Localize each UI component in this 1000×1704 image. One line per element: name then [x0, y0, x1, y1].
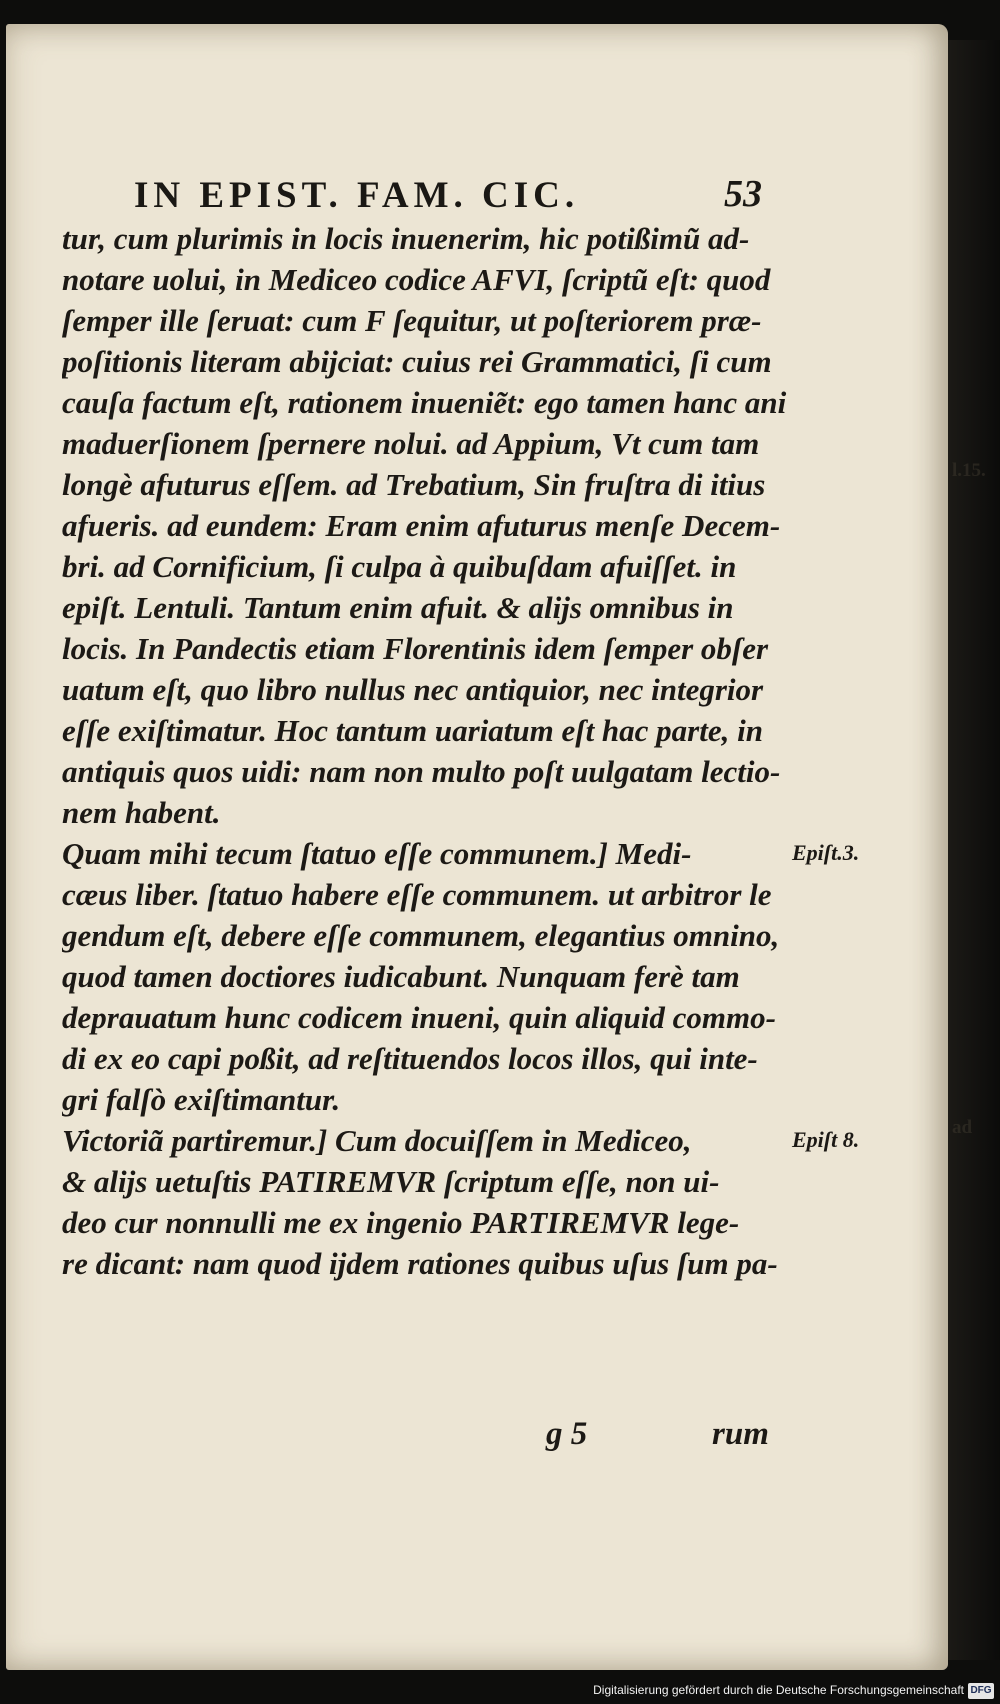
text-line: cauſa factum eſt, rationem inueniẽt: ego tamen hanc ani — [62, 385, 787, 420]
text-line: maduerſionem ſpernere nolui. ad Appium, Vt cum tam — [62, 426, 760, 461]
text-line: longè afuturus eſſem. ad Trebatium, Sin fruſtra di itius — [62, 467, 766, 502]
marginal-note: Epiſt.3. — [792, 840, 860, 865]
text-line: gendum eſt, debere eſſe communem, elegantius omnino, — [62, 918, 780, 953]
facing-page-edge — [944, 40, 1000, 1660]
text-line: di ex eo capi poßit, ad reſtituendos locos illos, qui inte- — [62, 1041, 758, 1076]
text-line: Victoriã partiremur.] Cum docuiſſem in Mediceo, — [62, 1123, 692, 1158]
text-line: deprauatum hunc codicem inueni, quin aliquid commo- — [62, 1000, 776, 1035]
text-line: gri falſò exiſtimantur. — [62, 1082, 341, 1117]
text-line: bri. ad Cornificium, ſi culpa à quibuſdam afuiſſet. in — [62, 549, 737, 584]
text-line: notare uolui, in Mediceo codice AFVI, ſcriptũ eſt: quod — [62, 262, 771, 297]
text-line: quod tamen doctiores iudicabunt. Nunquam ferè tam — [62, 959, 740, 994]
funding-credit: Digitalisierung gefördert durch die Deutsche Forschungsgemeinschaft — [593, 1683, 964, 1697]
text-line: antiquis quos uidi: nam non multo poſt uulgatam lectio- — [62, 754, 781, 789]
text-line: nem habent. — [62, 795, 221, 830]
signature-mark: g 5 — [546, 1416, 588, 1452]
running-head — [134, 174, 814, 214]
text-line: & alijs uetuſtis PATIREMVR ſcriptum eſſe, non ui- — [62, 1164, 720, 1199]
page-number: 53 — [724, 173, 762, 215]
text-line: epiſt. Lentuli. Tantum enim afuit. & alijs omnibus in — [62, 590, 734, 625]
dfg-logo-icon: DFG — [968, 1683, 994, 1699]
catchword: rum — [712, 1416, 769, 1452]
text-line: afueris. ad eundem: Eram enim afuturus menſe Decem- — [62, 508, 781, 543]
text-line: eſſe exiſtimatur. Hoc tantum uariatum eſt hac parte, in — [62, 713, 763, 748]
book-page — [6, 24, 948, 1670]
text-line: cæus liber. ſtatuo habere eſſe communem. ut arbitror le — [62, 877, 772, 912]
text-line: Quam mihi tecum ſtatuo eſſe communem.] Medi- — [62, 836, 692, 871]
text-line: ſemper ille ſeruat: cum F ſequitur, ut poſteriorem præ- — [62, 303, 762, 338]
facing-page-text-fragment: l.15. — [952, 460, 986, 481]
text-line: re dicant: nam quod ijdem rationes quibus uſus ſum pa- — [62, 1246, 778, 1281]
marginal-note: Epiſt 8. — [792, 1127, 860, 1152]
text-line: deo cur nonnulli me ex ingenio PARTIREMVR lege- — [62, 1205, 740, 1240]
running-title: IN EPIST. FAM. CIC. — [134, 175, 580, 216]
text-line: tur, cum plurimis in locis inuenerim, hic potißimũ ad- — [62, 221, 750, 256]
text-line: poſitionis literam abijciat: cuius rei Grammatici, ſi cum — [62, 344, 772, 379]
text-line: uatum eſt, quo libro nullus nec antiquior, nec integrior — [62, 672, 764, 707]
facing-page-text-fragment: ad — [952, 1117, 973, 1138]
text-line: locis. In Pandectis etiam Florentinis idem ſemper obſer — [62, 631, 769, 666]
digitization-footer — [0, 1680, 1000, 1704]
